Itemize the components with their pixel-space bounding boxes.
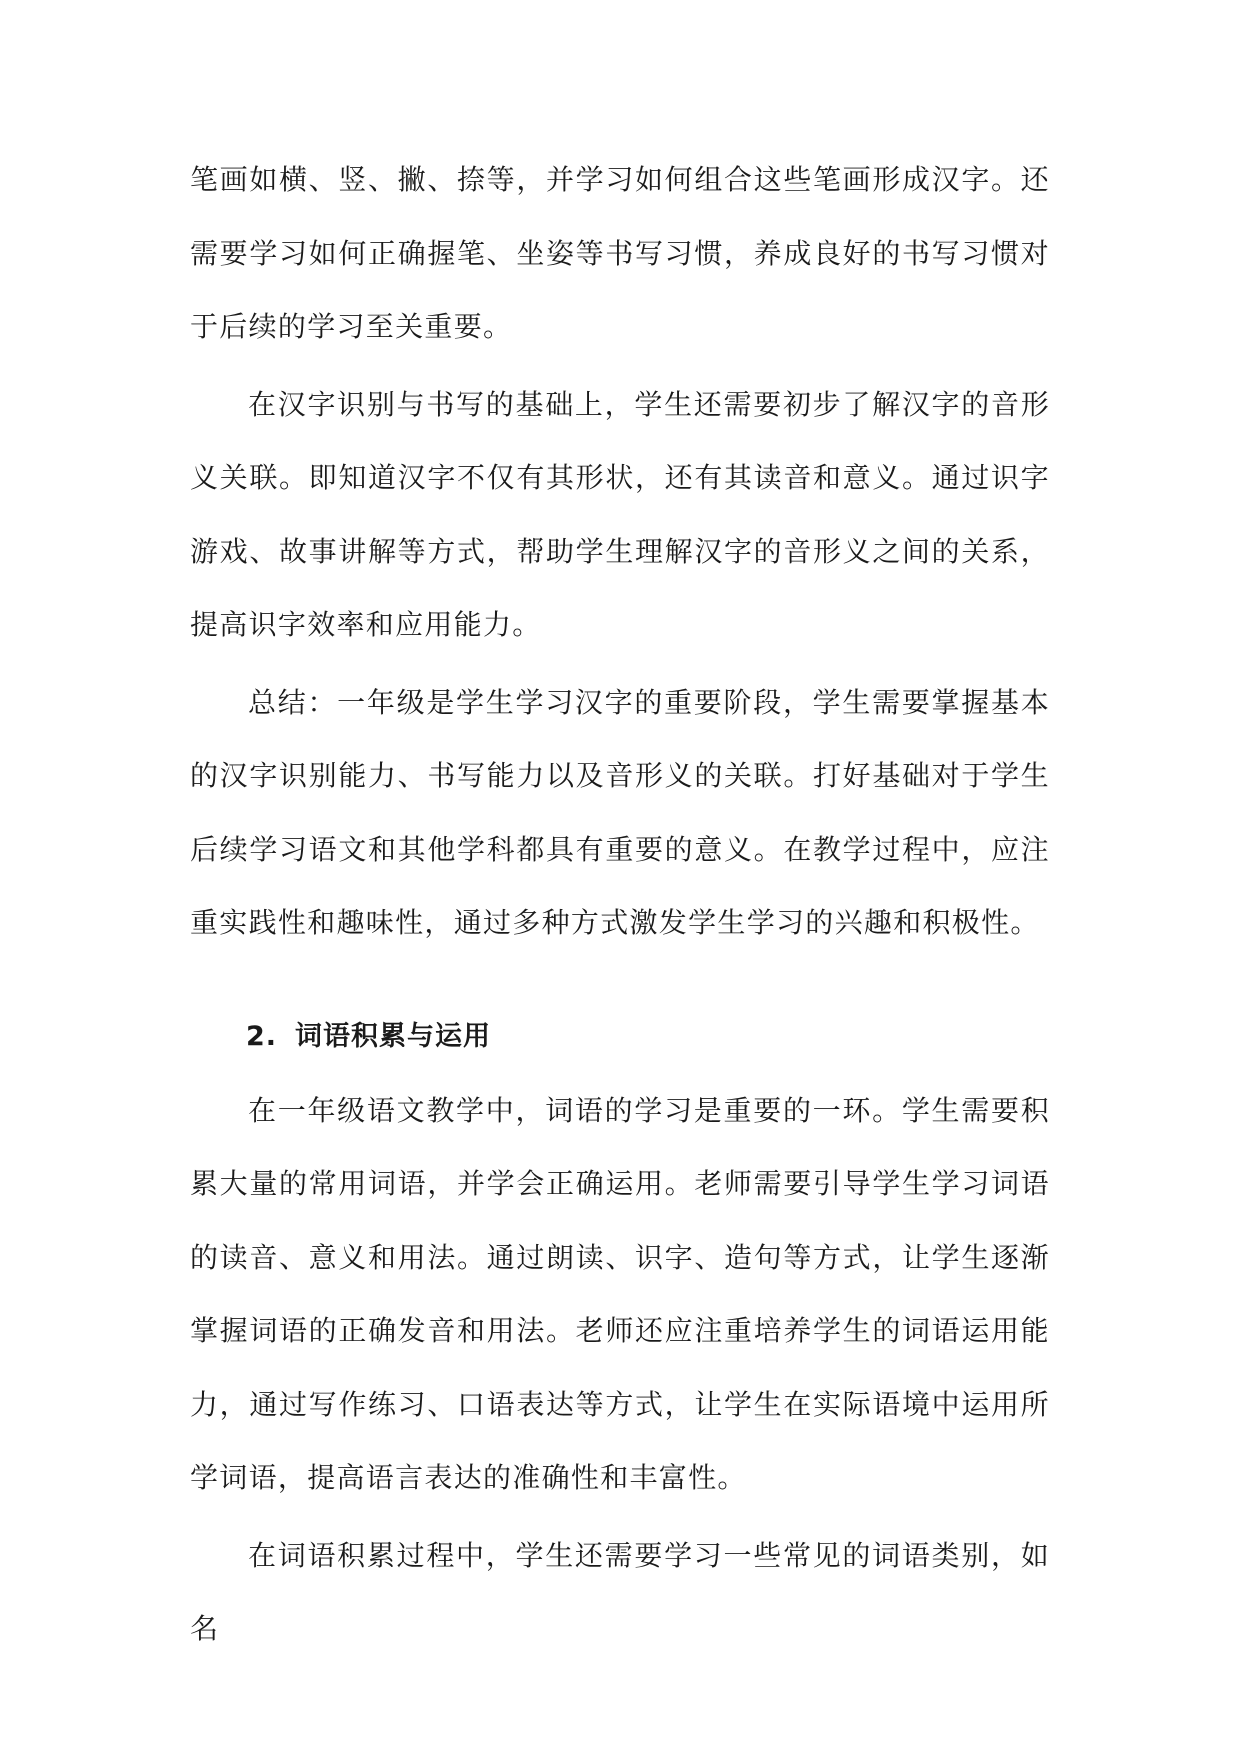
section-heading <box>190 1006 1050 1068</box>
document-body <box>190 143 1050 1666</box>
paragraph-sound-form-meaning: 在汉字识别与书写的基础上，学生还需要初步了解汉字的音形义关联。即知道汉字不仅有其形状，还有其读音和意义。通过识字游戏、故事讲解等方式，帮助学生理解汉字的音形义之间的关系，提高识字效率和应用能力。 <box>190 387 1050 641</box>
section-number: 2. <box>246 1020 278 1052</box>
paragraph-stroke-writing: 笔画如横、竖、撇、捺等，并学习如何组合这些笔画形成汉字。还需要学习如何正确握笔、坐姿等书写习惯，养成良好的书写习惯对于后续的学习至关重要。 <box>190 163 1050 343</box>
section-title: 词语积累与运用 <box>295 1020 492 1052</box>
paragraph-vocabulary-categories: 在词语积累过程中，学生还需要学习一些常见的词语类别，如名 <box>190 1538 1050 1645</box>
paragraph-vocabulary-learning: 在一年级语文教学中，词语的学习是重要的一环。学生需要积累大量的常用词语，并学会正确运用。老师需要引导学生学习词语的读音、意义和用法。通过朗读、识字、造句等方式，让学生逐渐掌握词语的正确发音和用法。老师还应注重培养学生的词语运用能力，通过写作练习、口语表达等方式，让学生在实际语境中运用所学词语，提高语言表达的准确性和丰富性。 <box>190 1093 1050 1494</box>
paragraph-summary: 总结：一年级是学生学习汉字的重要阶段，学生需要掌握基本的汉字识别能力、书写能力以及音形义的关联。打好基础对于学生后续学习语文和其他学科都具有重要的意义。在教学过程中，应注重实践性和趣味性，通过多种方式激发学生学习的兴趣和积极性。 <box>190 685 1050 939</box>
